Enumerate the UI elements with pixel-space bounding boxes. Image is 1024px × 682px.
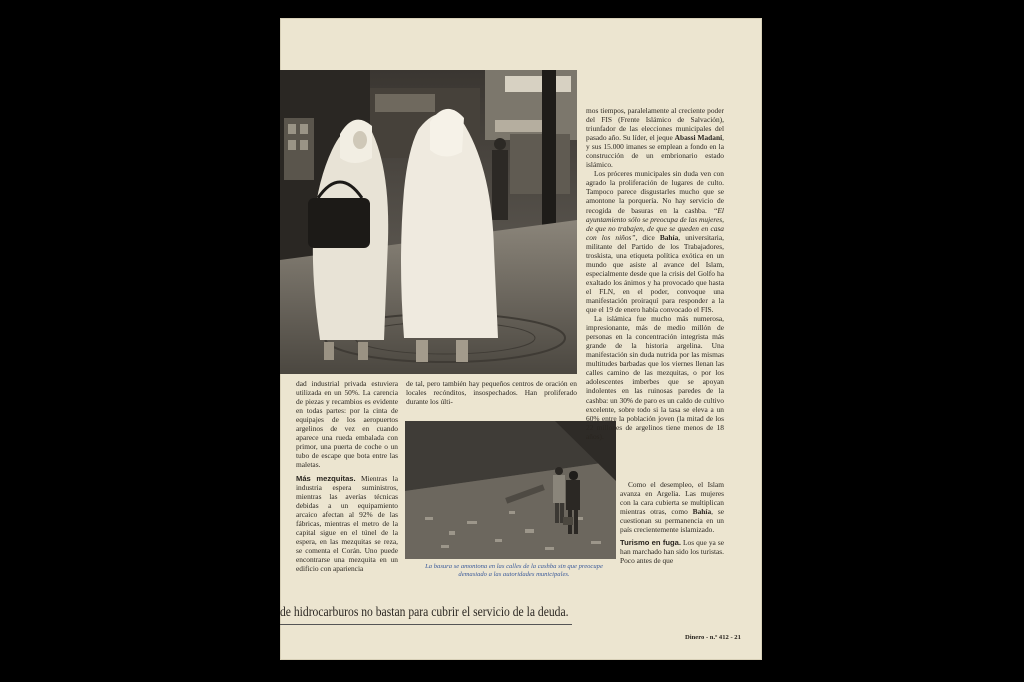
pull-quote-rule (280, 624, 572, 625)
subhead-mas-mezquitas: Más mezquitas. (296, 474, 356, 483)
pull-quote: de hidrocarburos no bastan para cubrir el servicio de la deuda. (280, 604, 569, 619)
women-street-photo (280, 70, 577, 374)
photo-caption: La basura se amontona en las calles de la cashba sin que preocupe demasiado a las autoridades municipales. (425, 563, 603, 578)
col-left-top-text: dad industrial privada estuviera utilizada en un 50%. La carencia de piezas y recambios es evidente en todas partes: por la cinta de equipajes de los aeropuertos argelinos de vez en cuando aparece una rueda embalada con primor, una puerta de coche o un tubo de escape que bota entre las maletas. (296, 379, 398, 470)
page-folio: Dinero - n.º 412 - 21 (685, 634, 741, 641)
col-left-mezquitas-text: Más mezquitas. Mientras la industria espera suministros, mientras las averías técnicas debidas a un equipamiento arcaico afectan al 92% de las fábricas, mientras el metro de la capital sigue en el túnel de la espera, en las mezquitas se reza, se comenta el Corán. Uno puede encontrarse una mezquita en un edificio con apariencia (296, 474, 398, 574)
col-mid-top-text: de tal, pero también hay pequeños centros de oración en locales recónditos, insospechados. Han proliferado durante los últi- (406, 379, 577, 407)
quote-ayuntamiento: “El ayuntamiento sólo se preocupa de las mujeres, de que no trabajen, de que se queden en casa con los niños” (586, 205, 725, 242)
name-bahia-2: Bahía (692, 507, 712, 517)
subhead-turismo-en-fuga: Turismo en fuga. (620, 538, 681, 548)
name-abassi-madani: Abassi Madani (674, 133, 723, 143)
col-right-text: mos tiempos, paralelamente al creciente poder del FIS (Frente Islámico de Salvación), triunfador de las elecciones municipales del pasado año. Su líder, el jeque Abassi Madani, y sus 15.000 imanes se emplean a fondo en la construcción de un embrionario estado islámico. Los próceres municipales sin duda ven con agrado la proliferación de lugares de culto. Tampoco parece disgustarles mucho que se amontone la porquería. No hay servicio de recogida de basuras en la cashba. “El ayuntamiento sólo se preocupa de las mujeres, de que no trabajen, de que se queden en casa con los niños”, dice Bahía, universitaria, militante del Partido de los Trabajadores, troskista, una etiqueta política exótica en un mundo que asiste al avance del Islam, especialmente desde que la crisis del Golfo ha exaltado los ánimos y ha provocado que hasta el FLN, en el poder, convoque una manifestación proiraquí para responder a la que el 19 de enero había convocado el FIS. La islámica fue mucho más numerosa, impresionante, más de medio millón de personas en la concentración integrista más grande de la historia argelina. Una manifestación sin duda nutrida por las mismas multitudes barbadas que los viernes llenan las calles camino de las mezquitas, o por los adolescentes imberbes que se apoyan indolentes en las ruinosas paredes de la cashba: un 30% de paro es un caldo de cultivo excelente, sobre todo si la tasa se eleva a un 60% entre la población joven (la mitad de los 22 millones de argelinos tiene menos de 18 años). (586, 106, 725, 441)
rubbish-street-photo (405, 421, 616, 559)
col-right-lower-text: Como el desempleo, el Islam avanza en Argelia. Las mujeres con la cara cubierta se multiplican mientras otras, como Bahía, se cuestionan su permanencia en un país crecientemente islamizado. Turismo en fuga. Los que ya se han marchado han sido los turistas. Poco antes de que (620, 480, 724, 566)
name-bahia: Bahía (659, 232, 679, 242)
